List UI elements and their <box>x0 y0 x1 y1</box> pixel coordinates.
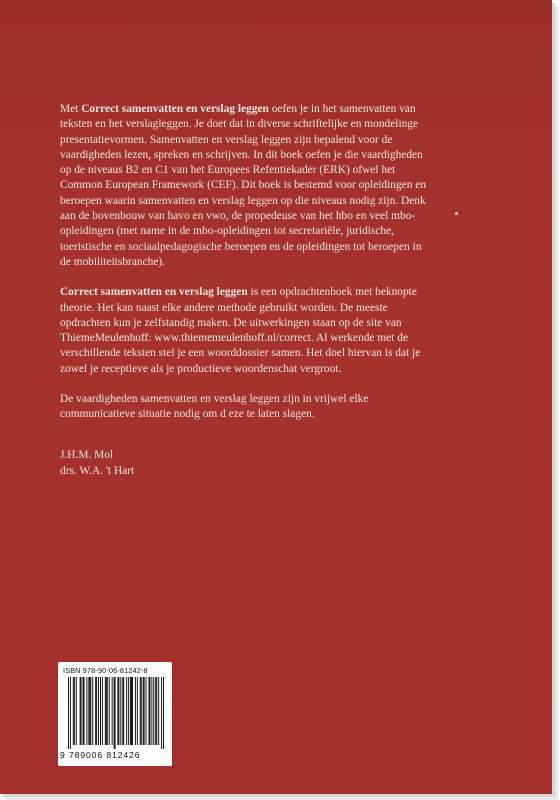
blurb-paragraph-3: De vaardigheden samenvatten en verslag leggen zijn in vrijwel elke communicatieve situatie nodig om d eze te laten slagen. <box>60 393 369 421</box>
author-2: drs. W.A. 't Hart <box>60 464 135 477</box>
barcode-icon <box>68 677 164 749</box>
para1-book-title: Correct samenvatten en verslag leggen <box>81 103 269 115</box>
para2-body: is een opdrachtenboek met beknopte theorie. Het kan naast elke andere methode gebruikt worden. De meeste opdrachten kun je zelfstandig maken. De uitwerkingen staan op de site van ThiemeMeulenhoff: www.thiememeulenhoff.nl/correct. Al werkende met de verschillende teksten stel je een woorddossier samen. Het doel hiervan is dat je zowel je receptieve als je productieve woordenschat vergroot. <box>60 286 421 375</box>
para1-lead: Met <box>60 103 82 115</box>
blurb-paragraph-2 <box>60 285 430 377</box>
barcode-box <box>58 662 172 766</box>
para1-body: oefen je in het samenvatten van teksten en het verslagleggen. Je doet dat in diverse schriftelijke en mondelinge presentatievormen. Samenvatten en verslag leggen zijn bepalend voor de vaardigheden lezen, spreken en schrijven. In dit boek oefen je die vaardigheden op de niveaus B2 en C1 van het Europees Refentiekader (ERK) ofwel het Common European Framework (CEF). Dit boek is bestemd voor opleidingen en beroepen waarin samenvatten en verslag leggen op die niveaus nodig zijn. Denk aan de bovenbouw van havo en vwo, de propedeuse van het hbo en veel mbo-opleidingen (met name in de mbo-opleidingen tot secretariële, juridische, toeristische en sociaalpedagogische beroepen en de opleidingen tot beroepen in de mobiliteitsbranche). <box>60 103 427 268</box>
blurb <box>60 102 430 479</box>
authors <box>60 447 430 479</box>
author-1: J.H.M. Mol <box>60 448 114 461</box>
isbn-label: ISBN 978-90-06-81242-8 <box>63 666 148 675</box>
para2-book-title: Correct samenvatten en verslag leggen <box>60 286 248 299</box>
cover-speck <box>455 212 458 215</box>
blurb-paragraph-1 <box>60 102 430 270</box>
ean-digits: 9 789006 812426 <box>60 750 141 760</box>
